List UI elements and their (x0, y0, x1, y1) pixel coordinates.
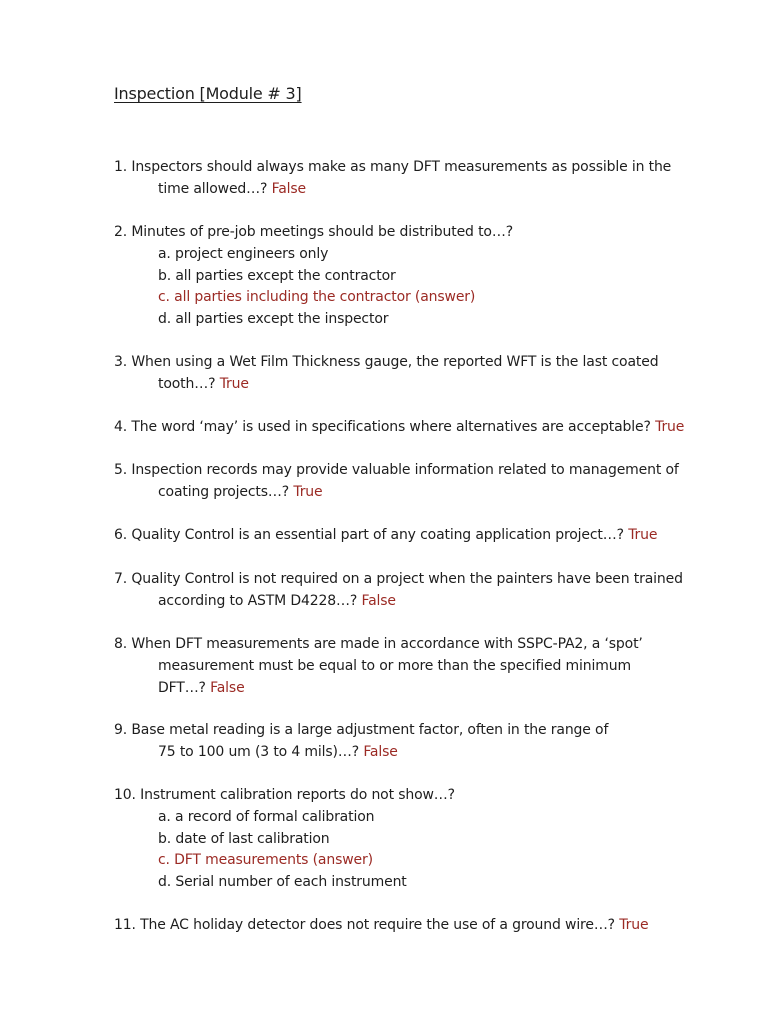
question-text: 4. The word ‘may’ is used in specifications where alternatives are acceptable? (114, 419, 651, 435)
question-1 (114, 157, 714, 201)
question-text: d. all parties except the inspector (158, 311, 389, 328)
option-a (114, 807, 714, 829)
answer-text: False (271, 180, 307, 197)
question-2 (114, 222, 714, 331)
question-text: b. date of last calibration (158, 830, 330, 847)
question-text: a. project engineers only (158, 245, 329, 262)
option-b (114, 266, 714, 288)
question-text: 7. Quality Control is not required on a project when the painters have been trained (114, 571, 683, 587)
question-text: b. all parties except the contractor (158, 267, 396, 284)
question-line (114, 742, 714, 764)
question-text: 11. The AC holiday detector does not require the use of a ground wire…? (114, 917, 615, 933)
question-text: 8. When DFT measurements are made in accordance with SSPC-PA2, a ‘spot’ (114, 636, 643, 652)
answer-text: False (361, 592, 396, 609)
question-text: d. Serial number of each instrument (158, 874, 407, 891)
question-line (114, 222, 714, 244)
question-4 (114, 417, 714, 439)
question-text: measurement must be equal to or more than the specified minimum (158, 657, 631, 674)
option-c (114, 287, 714, 309)
question-text: 1. Inspectors should always make as many DFT measurements as possible in the (114, 159, 672, 175)
option-a (114, 244, 714, 266)
question-text: 5. Inspection records may provide valuable information related to management of (114, 462, 679, 478)
option-b (114, 829, 714, 851)
question-line (114, 482, 714, 504)
question-line (114, 591, 714, 613)
question-text: a. a record of formal calibration (158, 808, 375, 825)
question-text: 10. Instrument calibration reports do not show…? (114, 787, 455, 803)
question-8 (114, 634, 714, 699)
question-text: tooth…? (158, 375, 216, 392)
answer-text: True (655, 419, 685, 435)
question-5 (114, 460, 714, 504)
answer-text: False (210, 679, 245, 696)
document-title: Inspection [Module # 3] (114, 84, 302, 103)
question-text: 75 to 100 um (3 to 4 mils)…? (158, 743, 359, 760)
option-d (114, 309, 714, 331)
question-text: coating projects…? (158, 483, 290, 500)
question-text: 3. When using a Wet Film Thickness gauge, the reported WFT is the last coated (114, 354, 659, 370)
question-text: time allowed…? (158, 180, 268, 197)
question-3 (114, 352, 714, 396)
question-line (114, 678, 714, 700)
answer-text: True (619, 917, 649, 933)
answer-text: True (628, 527, 658, 543)
answer-text: c. all parties including the contractor (answer) (158, 289, 476, 306)
question-line (114, 634, 714, 656)
question-text: according to ASTM D4228…? (158, 592, 358, 609)
question-line (114, 157, 714, 179)
question-text: DFT…? (158, 679, 206, 696)
question-6 (114, 525, 714, 547)
question-text: 9. Base metal reading is a large adjustment factor, often in the range of (114, 722, 609, 738)
question-line (114, 720, 714, 742)
question-line (114, 374, 714, 396)
answer-text: True (219, 375, 249, 392)
question-line (114, 785, 714, 807)
question-7 (114, 569, 714, 613)
question-10 (114, 785, 714, 894)
question-line (114, 352, 714, 374)
question-11 (114, 915, 714, 937)
question-line (114, 417, 714, 439)
question-line (114, 525, 714, 547)
question-line (114, 915, 714, 937)
answer-text: c. DFT measurements (answer) (158, 852, 373, 869)
question-line (114, 179, 714, 201)
question-9 (114, 720, 714, 764)
question-line (114, 656, 714, 678)
question-text: 2. Minutes of pre-job meetings should be distributed to…? (114, 224, 513, 240)
question-line (114, 460, 714, 482)
answer-text: False (363, 743, 398, 760)
question-text: 6. Quality Control is an essential part of any coating application project…? (114, 527, 624, 543)
answer-text: True (293, 483, 323, 500)
option-d (114, 872, 714, 894)
question-line (114, 569, 714, 591)
option-c (114, 850, 714, 872)
